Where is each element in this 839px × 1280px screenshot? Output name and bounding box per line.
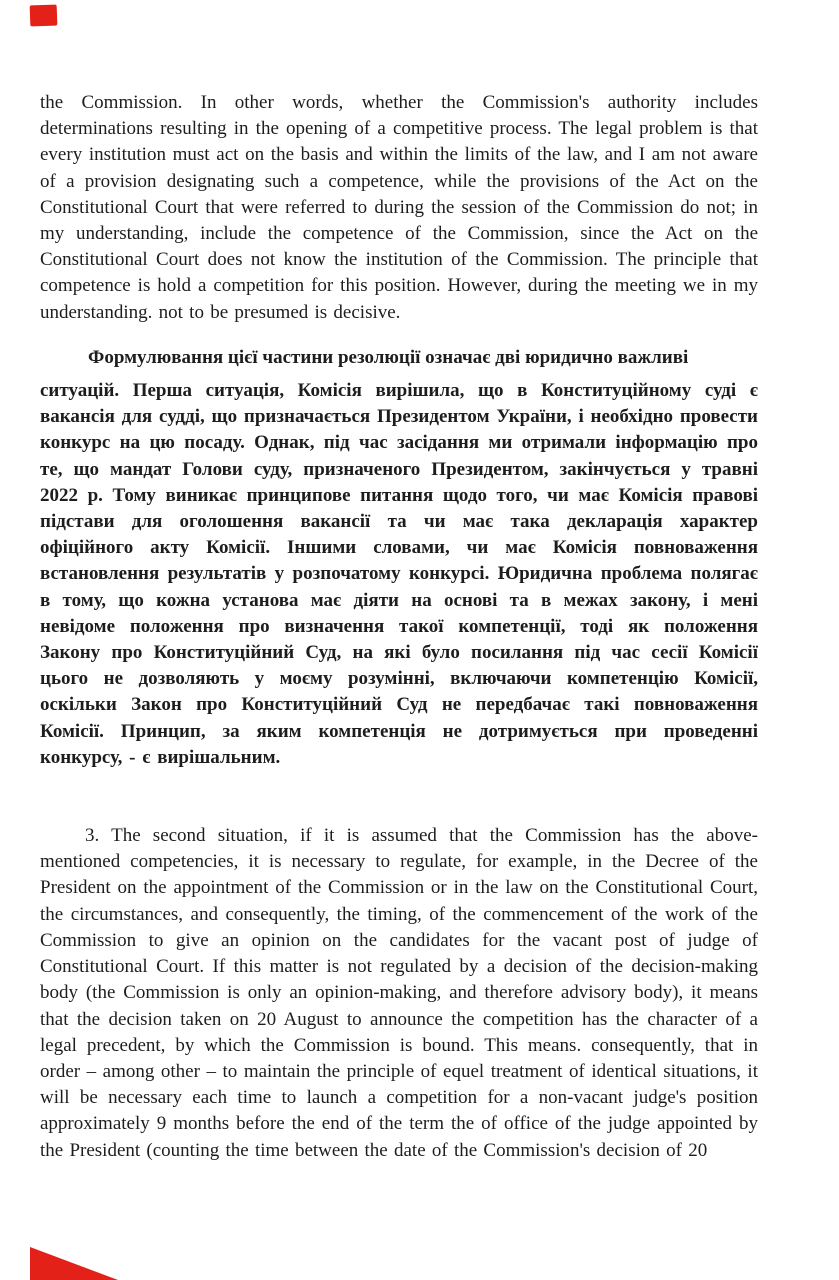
red-corner-mark-top-left	[30, 5, 58, 27]
paragraph-english-point-3: 3. The second situation, if it is assumed that the Commission has the above-mentioned competencies, it is necessary to regulate, for example, in the Decree of the President on the appointment of the Commission or in the law on the Constitutional Court, the circumstances, and consequently, the timing, of the commencement of the work of the Commission to give an opinion on the candidates for the vacant post of judge of Constitutional Court. If this matter is not regulated by a decision of the decision-making body (the Commission is only an opinion-making, and therefore advisory body), it means that the decision taken on 20 August to announce the competition has the character of a legal precedent, by which the Commission is bound. This means. consequently, that in order – among other – to maintain the principle of equel treatment of identical situations, it will be necessary each time to launch a competition for a non-vacant judge's position approximately 9 months before the end of the term the of office of the judge appointed by the President (counting the time between the date of the Commission's decision of 20	[40, 825, 758, 1161]
page-text	[40, 90, 758, 1164]
red-corner-mark-bottom-left	[30, 1247, 118, 1280]
ukrainian-paragraph-body: ситуацій. Перша ситуація, Комісія вирішила, що в Конституційному суді є вакансія для судді, що призначається Президентом України, і необхідно провести конкурс на цю посаду. Однак, під час засідання ми отримали інформацію про те, що мандат Голови суду, призначеного Президентом, закінчується у травні 2022 р. Тому виникає принципове питання щодо того, чи має Комісія правові підстави для оголошення вакансії та чи має така декларація характер офіційного акту Комісії. Іншими словами, чи має Комісія повноваження встановлення результатів у розпочатому конкурсі. Юридична проблема полягає в тому, що кожна установа має діяти на основі та в межах закону, і мені невідоме положення про визначення такої компетенції, тоді як положення Закону про Конституційний Суд, на які було посилання під час сесії Комісії цього не дозволяють у моєму розумінні, включаючи компетенцію Комісії, оскільки Закон про Конституційний Суд не передбачає такі повноваження Комісії. Принцип, за яким компетенція не дотримується при проведенні конкурсу, - є вирішальним.	[40, 380, 758, 768]
ukrainian-paragraph-first-line: Формулювання цієї частини резолюції означає дві юридично важливі	[88, 346, 689, 368]
paragraph-english-continuation: the Commission. In other words, whether the Commission's authority includes determinations resulting in the opening of a competitive process. The legal problem is that every institution must act on the basis and within the limits of the law, and I am not aware of a provision designating such a competence, while the provisions of the Act on the Constitutional Court that were referred to during the session of the Commission do not; in my understanding, include the competence of the Commission, since the Act on the Constitutional Court does not know the institution of the Commission. The principle that competence is hold a competition for this position. However, during the meeting we in my understanding. not to be presumed is decisive.	[40, 92, 758, 323]
